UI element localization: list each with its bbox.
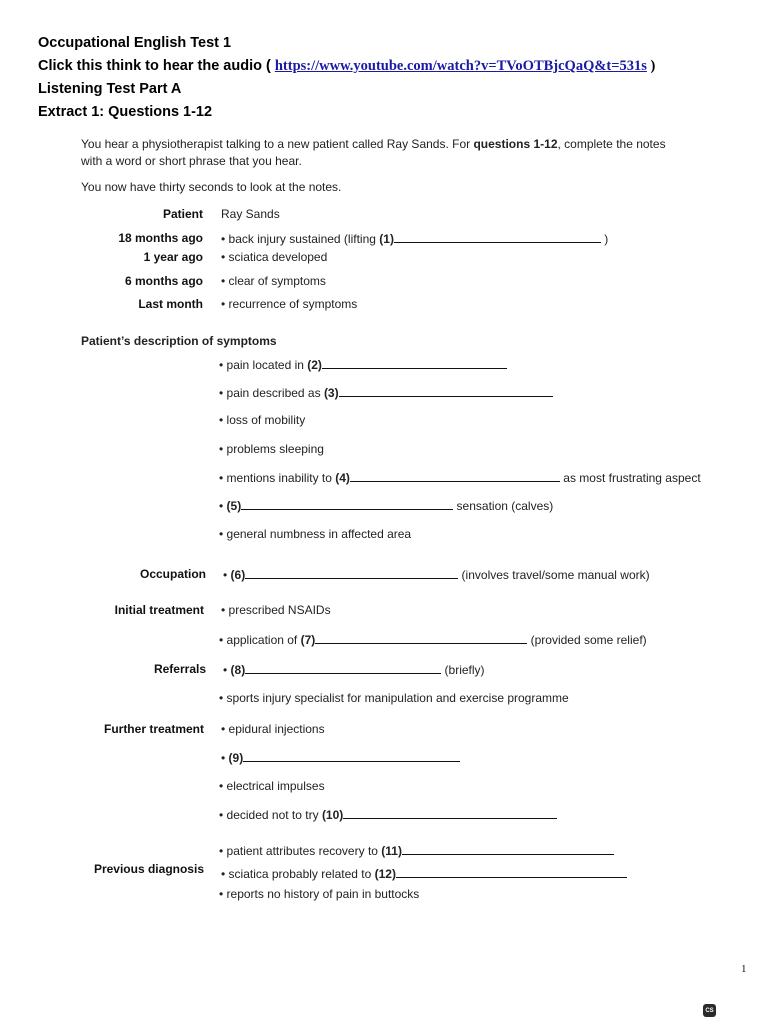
patient-name: Ray Sands: [221, 207, 280, 221]
symptom-item-numbness: • general numbness in affected area: [219, 527, 412, 541]
initial-treatment-label: Initial treatment: [114, 603, 204, 617]
previous-diagnosis-item-buttocks: • reports no history of pain in buttocks: [219, 887, 420, 901]
intro-text-end: , complete the notes: [557, 137, 666, 151]
symptom-text: • pain described as: [219, 386, 324, 400]
history-item-18-months: [221, 231, 608, 246]
answer-blank-5[interactable]: [241, 498, 453, 510]
answer-blank-8[interactable]: [245, 662, 441, 674]
symptom-item-sleeping: • problems sleeping: [219, 442, 324, 456]
history-text: • back injury sustained (lifting: [221, 232, 380, 246]
initial-treatment-item-7: [219, 632, 647, 647]
symptom-item-5: [219, 498, 553, 513]
extract-heading: Extract 1: Questions 1-12: [38, 104, 213, 120]
answer-blank-7[interactable]: [315, 632, 527, 644]
referrals-text-after: (briefly): [441, 663, 485, 677]
answer-blank-1[interactable]: [394, 231, 601, 243]
history-label-18-months: 18 months ago: [118, 231, 203, 245]
intro-line-3: You now have thirty seconds to look at the notes.: [81, 180, 342, 194]
answer-blank-11[interactable]: [402, 843, 614, 855]
answer-blank-3[interactable]: [339, 385, 553, 397]
referrals-item-specialist: • sports injury specialist for manipulation and exercise programme: [219, 691, 569, 705]
intro-line-1: [81, 137, 666, 151]
symptoms-heading: Patient’s description of symptoms: [81, 334, 277, 348]
test-part-heading: Listening Test Part A: [38, 81, 182, 97]
intro-text: You hear a physiotherapist talking to a new patient called Ray Sands. For: [81, 137, 474, 151]
audio-instruction-text: Click this think to hear the audio (: [38, 58, 275, 74]
page-number: 1: [741, 963, 747, 975]
answer-blank-4[interactable]: [350, 470, 560, 482]
diagnosis-text: • patient attributes recovery to: [219, 844, 382, 858]
symptom-text-after: sensation (calves): [453, 499, 554, 513]
document-title: Occupational English Test 1: [38, 35, 232, 51]
answer-blank-2[interactable]: [322, 357, 507, 369]
further-treatment-item-electrical: • electrical impulses: [219, 779, 325, 793]
question-number-10: (10): [321, 808, 344, 822]
further-treatment-label: Further treatment: [103, 722, 204, 736]
intro-questions-range: questions 1-12: [473, 137, 558, 151]
history-label-1-year: 1 year ago: [143, 250, 203, 264]
further-treatment-text: • decided not to try: [219, 808, 322, 822]
history-text-close: ): [600, 232, 609, 246]
diagnosis-text: • sciatica probably related to: [221, 867, 375, 881]
previous-diagnosis-item-11: [219, 843, 614, 858]
further-treatment-item-9: [221, 750, 460, 765]
occupation-text-after: (involves travel/some manual work): [458, 568, 650, 582]
treatment-text: • application of: [219, 633, 301, 647]
symptom-item-mobility: • loss of mobility: [219, 413, 306, 427]
history-item-last-month: • recurrence of symptoms: [221, 297, 358, 311]
further-treatment-item-10: [219, 807, 557, 822]
occupation-bullet: •: [223, 568, 231, 582]
symptom-text: • mentions inability to: [219, 471, 336, 485]
scanner-badge-icon: CS: [703, 1004, 716, 1017]
question-number-8: (8): [230, 663, 246, 677]
question-number-12: (12): [374, 867, 396, 881]
treatment-text-after: (provided some relief): [527, 633, 647, 647]
symptom-text: •: [219, 499, 227, 513]
answer-blank-9[interactable]: [243, 750, 460, 762]
previous-diagnosis-item-12: [221, 866, 627, 881]
audio-instruction: [38, 58, 655, 75]
question-number-1: (1): [379, 232, 394, 246]
referrals-item-8: [223, 662, 485, 677]
question-number-7: (7): [300, 633, 316, 647]
initial-treatment-item-nsaids: • prescribed NSAIDs: [221, 603, 331, 617]
further-treatment-bullet: •: [221, 751, 229, 765]
patient-label: Patient: [162, 207, 203, 221]
symptom-item-4: [219, 470, 701, 485]
referrals-label: Referrals: [153, 662, 206, 676]
further-treatment-item-epidural: • epidural injections: [221, 722, 325, 736]
question-number-2: (2): [307, 358, 322, 372]
symptom-item-3: [219, 385, 553, 400]
question-number-11: (11): [381, 844, 402, 858]
previous-diagnosis-label: Previous diagnosis: [93, 862, 204, 876]
audio-instruction-close: ): [646, 58, 656, 74]
audio-link[interactable]: https://www.youtube.com/watch?v=TVoOTBjcQaQ&t=531s: [274, 58, 647, 74]
answer-blank-12[interactable]: [396, 866, 627, 878]
history-label-last-month: Last month: [138, 297, 203, 311]
history-item-1-year: • sciatica developed: [221, 250, 328, 264]
symptom-text: • pain located in: [219, 358, 308, 372]
symptom-text-after: as most frustrating aspect: [559, 471, 701, 485]
question-number-9: (9): [228, 751, 244, 765]
question-number-4: (4): [335, 471, 350, 485]
answer-blank-6[interactable]: [245, 567, 458, 579]
symptom-item-2: [219, 357, 507, 372]
question-number-5: (5): [226, 499, 242, 513]
referrals-bullet: •: [223, 663, 231, 677]
intro-line-2: with a word or short phrase that you hear.: [81, 154, 302, 168]
occupation-item-6: [223, 567, 650, 582]
question-number-3: (3): [323, 386, 339, 400]
history-label-6-months: 6 months ago: [124, 274, 203, 288]
history-item-6-months: • clear of symptoms: [221, 274, 326, 288]
answer-blank-10[interactable]: [343, 807, 557, 819]
occupation-label: Occupation: [139, 567, 206, 581]
question-number-6: (6): [230, 568, 246, 582]
